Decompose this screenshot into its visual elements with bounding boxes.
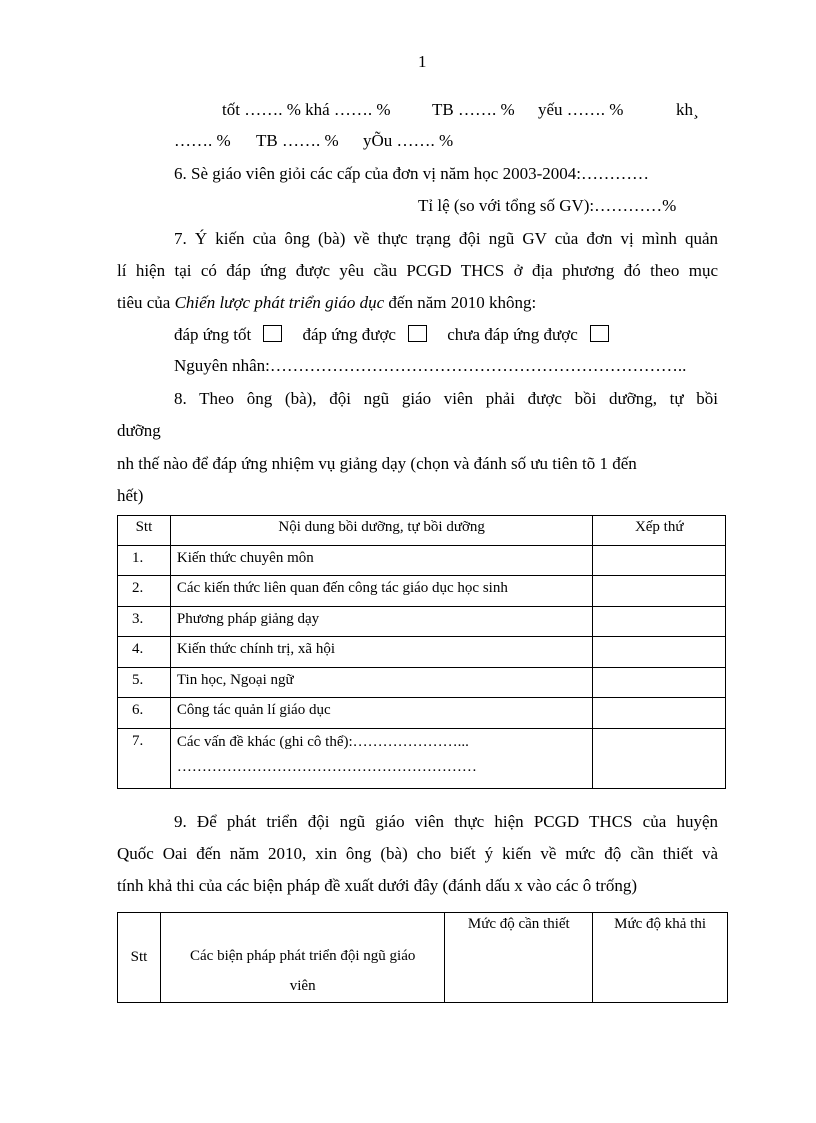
measures-header-feasibility: Mức độ khả thi <box>593 913 728 1003</box>
table-row <box>118 698 726 729</box>
row-rank-cell[interactable] <box>593 546 726 576</box>
training-content-table <box>117 515 726 789</box>
question-7-line-2: lí hiện tại có đáp ứng được yêu cầu PCGD THCS ở địa phương đó theo mục <box>117 261 718 280</box>
table-header-row <box>118 516 726 546</box>
measures-header-measure <box>160 913 444 1003</box>
row-stt: 4. <box>118 637 171 668</box>
row-rank-cell[interactable] <box>593 698 726 729</box>
measures-header-need: Mức độ cần thiết <box>445 913 593 1003</box>
option-chua-dap-ung-label: chưa đáp ứng được <box>447 325 578 344</box>
row-content: Phương pháp giảng dạy <box>170 607 593 637</box>
table-row <box>118 637 726 668</box>
table-row <box>118 729 726 789</box>
option-dap-ung-duoc-label: đáp ứng được <box>302 325 396 344</box>
stats-line-2-c: yÕu ……. % <box>363 131 454 150</box>
row-stt: 1. <box>118 546 171 576</box>
row-content: Kiến thức chuyên môn <box>170 546 593 576</box>
question-7-reason: Nguyên nhân:……………………………………………………………….. <box>174 356 687 375</box>
question-8-line-1: 8. Theo ông (bà), đội ngũ giáo viên phải được bồi dưỡng, tự bồi <box>174 389 718 408</box>
option-chua-dap-ung-checkbox[interactable] <box>590 325 609 342</box>
header-stt: Stt <box>118 516 171 546</box>
stats-line-1-c: yếu ……. % <box>538 100 624 119</box>
row-stt: 6. <box>118 698 171 729</box>
stats-line-1-b: TB ……. % <box>432 100 515 119</box>
row-rank-cell[interactable] <box>593 668 726 698</box>
measures-table <box>117 912 728 1003</box>
question-8-line-3: nh thế nào để đáp ứng nhiệm vụ giảng dạy (chọn và đánh số ưu tiên tõ 1 đến <box>117 454 637 473</box>
question-7-options <box>174 325 625 345</box>
row-stt: 2. <box>118 576 171 607</box>
question-6-text: 6. Sè giáo viên giỏi các cấp của đơn vị năm học 2003-2004:………… <box>174 164 649 183</box>
row-rank-cell[interactable] <box>593 637 726 668</box>
header-content: Nội dung bồi dưỡng, tự bồi dưỡng <box>170 516 593 546</box>
row-stt: 7. <box>118 729 171 789</box>
stats-line-2-a: ……. % <box>174 131 231 150</box>
question-6-ratio: Tỉ lệ (so với tổng số GV):…………% <box>418 196 677 215</box>
table-row <box>118 607 726 637</box>
question-8-line-2: dưỡng <box>117 421 161 440</box>
question-9-line-3: tính khả thi của các biện pháp đề xuất dưới đây (đánh dấu x vào các ô trống) <box>117 876 637 895</box>
table-row <box>118 668 726 698</box>
row-content: Các kiến thức liên quan đến công tác giáo dục học sinh <box>170 576 593 607</box>
measures-header-row <box>118 913 728 1003</box>
row-content-line-1: Các vấn đề khác (ghi cô thể):…………………... <box>176 734 469 750</box>
page-number: 1 <box>418 52 427 71</box>
table-row <box>118 546 726 576</box>
question-7-line-1: 7. Ý kiến của ông (bà) về thực trạng đội ngũ GV của đơn vị mình quản <box>174 229 718 248</box>
row-content: Công tác quản lí giáo dục <box>170 698 593 729</box>
row-stt: 5. <box>118 668 171 698</box>
row-content <box>170 729 593 789</box>
measures-header-line-2: viên <box>289 977 316 994</box>
question-8-line-4: hết) <box>117 486 144 505</box>
stats-line-1-d: kh¸ <box>676 100 699 119</box>
stats-line-2-b: TB ……. % <box>256 131 339 150</box>
question-7-line-3: tiêu của Chiến lược phát triển giáo dục đến năm 2010 không: <box>117 293 537 312</box>
option-dap-ung-tot-checkbox[interactable] <box>263 325 282 342</box>
measures-header-stt: Stt <box>118 913 161 1003</box>
measures-header-line-1: Các biện pháp phát triển đội ngũ giáo <box>190 947 416 964</box>
option-dap-ung-duoc-checkbox[interactable] <box>408 325 427 342</box>
row-content: Tin học, Ngoại ngữ <box>170 668 593 698</box>
stats-line-1-a: tốt ……. % khá ……. % <box>222 100 391 119</box>
row-content: Kiến thức chính trị, xã hội <box>170 637 593 668</box>
row-stt: 3. <box>118 607 171 637</box>
row-rank-cell[interactable] <box>593 607 726 637</box>
question-9-line-2: Quốc Oai đến năm 2010, xin ông (bà) cho biết ý kiến về mức độ cần thiết và <box>117 844 718 863</box>
table-row <box>118 576 726 607</box>
row-content-line-2: …………………………………………………… <box>176 759 477 775</box>
option-dap-ung-tot-label: đáp ứng tốt <box>174 325 252 344</box>
question-9-line-1: 9. Để phát triển đội ngũ giáo viên thực hiện PCGD THCS của huyện <box>174 812 718 831</box>
header-rank: Xếp thứ <box>593 516 726 546</box>
row-rank-cell[interactable] <box>593 729 726 789</box>
row-rank-cell[interactable] <box>593 576 726 607</box>
